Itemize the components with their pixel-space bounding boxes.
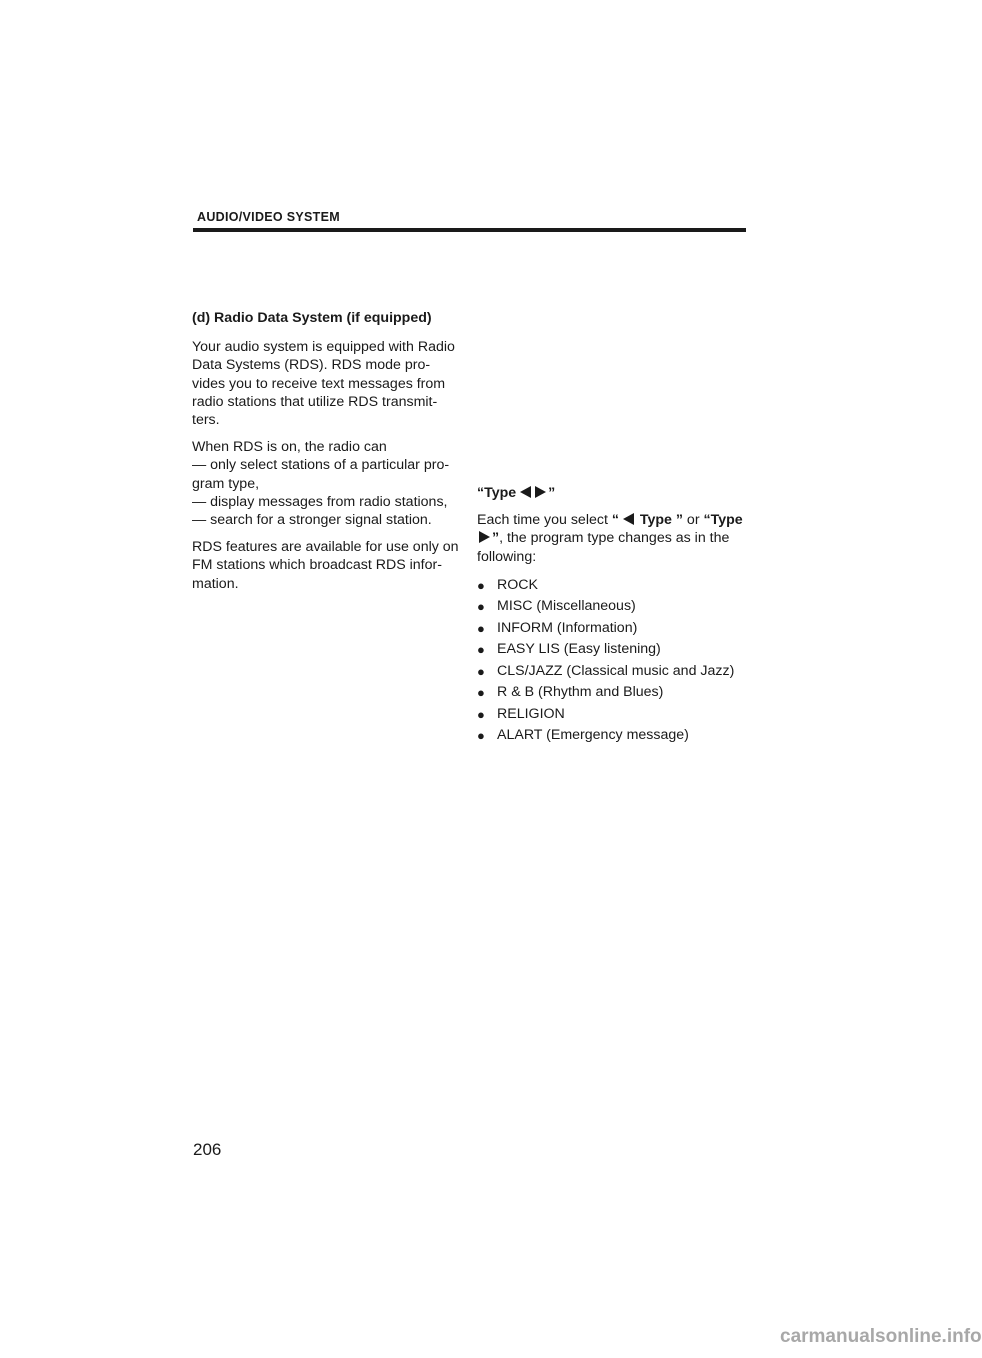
program-type: INFORM (Information): [497, 619, 638, 636]
triangle-left-icon: [520, 486, 531, 498]
features-line: FM stations which broadcast RDS infor-: [192, 557, 442, 574]
program-type: MISC (Miscellaneous): [497, 598, 636, 615]
list-item: [477, 596, 745, 618]
intro-line: Data Systems (RDS). RDS mode pro-: [192, 357, 431, 374]
bullet-icon: ●: [477, 663, 485, 679]
type-buttons-heading: [477, 484, 745, 502]
list-item: [477, 704, 745, 726]
list-item: [477, 575, 745, 597]
list-item: [477, 725, 745, 747]
bullet-icon: ●: [477, 599, 485, 615]
bullet-icon: ●: [477, 577, 485, 593]
program-type: ROCK: [497, 576, 538, 593]
features-line: RDS features are available for use only on: [192, 539, 459, 556]
capability-line: — search for a stronger signal station.: [192, 512, 432, 529]
page-number: 206: [193, 1140, 222, 1159]
list-item: [477, 639, 745, 661]
intro-line: ters.: [192, 412, 220, 429]
desc-suffix: , the program type changes as in the: [499, 530, 730, 547]
capabilities-paragraph: [192, 438, 460, 529]
program-type: EASY LIS (Easy listening): [497, 641, 661, 658]
header-rule: [193, 228, 746, 232]
list-item: [477, 661, 745, 683]
intro-line: Your audio system is equipped with Radio: [192, 339, 455, 356]
bullet-icon: ●: [477, 642, 485, 658]
list-item: [477, 682, 745, 704]
bullet-icon: ●: [477, 685, 485, 701]
intro-line: radio stations that utilize RDS transmit-: [192, 393, 438, 410]
program-type: RELIGION: [497, 705, 565, 722]
type-heading-close-quote: ”: [548, 485, 556, 501]
section-heading: (d) Radio Data System (if equipped): [192, 310, 432, 326]
intro-line: vides you to receive text messages from: [192, 375, 446, 392]
features-paragraph: [192, 538, 460, 593]
list-item: [477, 618, 745, 640]
desc-prefix: Each time you select: [477, 512, 612, 529]
type-heading-label: “Type: [477, 485, 517, 501]
program-type: CLS/JAZZ (Classical music and Jazz): [497, 662, 735, 679]
type-prev-button-ref: “ Type ”: [611, 512, 683, 529]
desc-line3: following:: [477, 548, 537, 565]
section-title: AUDIO/VIDEO SYSTEM: [197, 210, 340, 224]
type-description: [477, 511, 745, 566]
intro-paragraph: [192, 338, 460, 429]
desc-or: or: [682, 512, 704, 529]
bullet-icon: ●: [477, 728, 485, 744]
watermark: carmanualsonline.info: [780, 1326, 982, 1347]
bullet-icon: ●: [477, 706, 485, 722]
triangle-right-icon: [535, 486, 546, 498]
capability-line: gram type,: [192, 475, 260, 492]
capability-line: — display messages from radio stations,: [192, 493, 448, 510]
type-next-button-ref: “Type ”: [477, 512, 743, 546]
features-line: mation.: [192, 575, 239, 592]
capability-line: When RDS is on, the radio can: [192, 439, 387, 456]
bullet-icon: ●: [477, 620, 485, 636]
program-type: R & B (Rhythm and Blues): [497, 684, 664, 701]
program-type-list: [477, 575, 745, 747]
triangle-right-icon: [479, 531, 490, 543]
capability-line: — only select stations of a particular pro-: [192, 457, 450, 474]
program-type: ALART (Emergency message): [497, 727, 689, 744]
right-column: [477, 484, 745, 747]
left-column: [192, 309, 460, 602]
triangle-left-icon: [623, 513, 634, 525]
